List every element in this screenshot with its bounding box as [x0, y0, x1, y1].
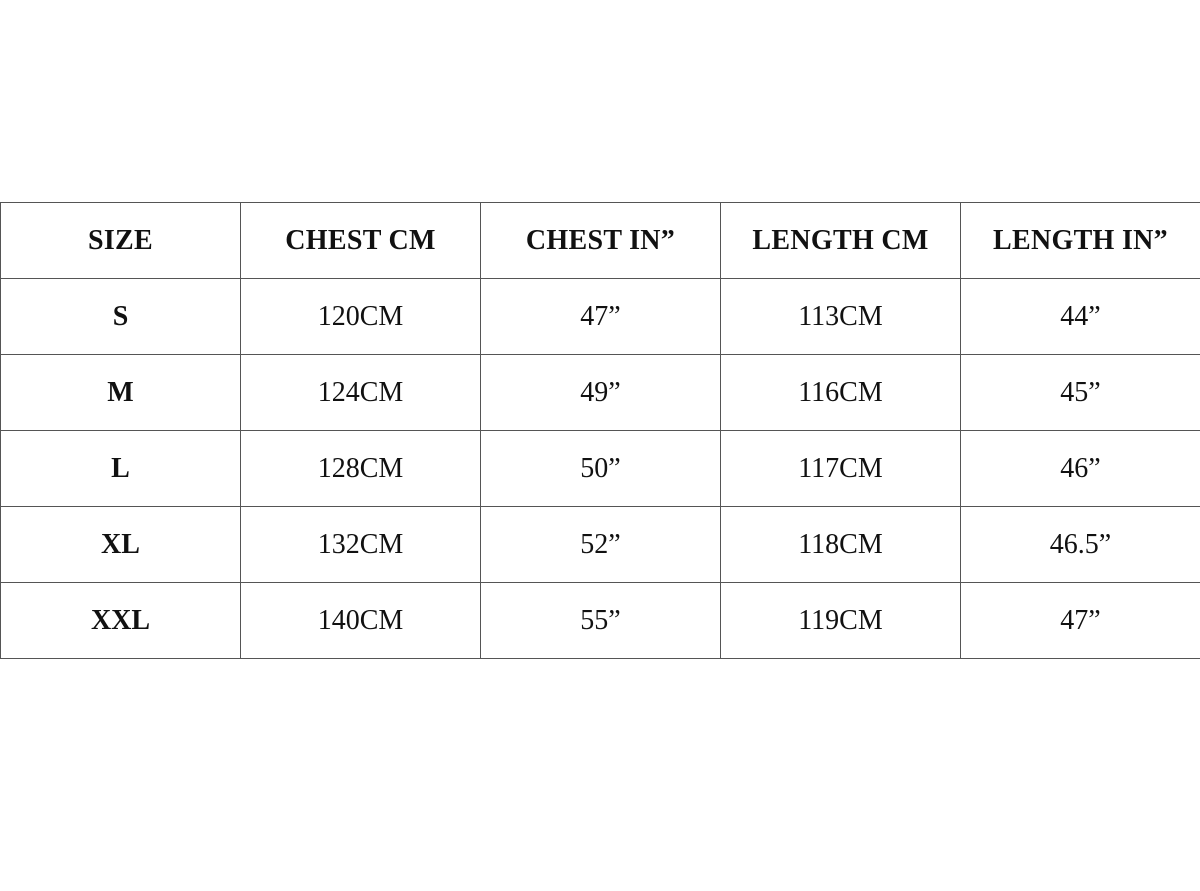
chest-cm-cell: 128CM [241, 431, 481, 507]
table-row [1, 583, 1200, 659]
header-size: SIZE [1, 203, 241, 279]
length-cm-cell: 117CM [721, 431, 961, 507]
size-cell: M [1, 355, 241, 431]
header-row [1, 203, 1200, 279]
chest-in-cell: 55” [481, 583, 721, 659]
length-cm-cell: 119CM [721, 583, 961, 659]
table-row [1, 355, 1200, 431]
length-cm-cell: 116CM [721, 355, 961, 431]
chest-in-cell: 50” [481, 431, 721, 507]
length-cm-cell: 118CM [721, 507, 961, 583]
length-in-cell: 47” [961, 583, 1200, 659]
length-in-cell: 46” [961, 431, 1200, 507]
chest-cm-cell: 120CM [241, 279, 481, 355]
size-cell: XL [1, 507, 241, 583]
table-row [1, 507, 1200, 583]
chest-in-cell: 47” [481, 279, 721, 355]
length-in-cell: 44” [961, 279, 1200, 355]
table-row [1, 279, 1200, 355]
size-cell: S [1, 279, 241, 355]
header-chest-cm: CHEST CM [241, 203, 481, 279]
header-chest-in: CHEST IN” [481, 203, 721, 279]
table-row [1, 431, 1200, 507]
chest-cm-cell: 132CM [241, 507, 481, 583]
length-in-cell: 46.5” [961, 507, 1200, 583]
header-length-in: LENGTH IN” [961, 203, 1200, 279]
length-cm-cell: 113CM [721, 279, 961, 355]
size-cell: XXL [1, 583, 241, 659]
chest-in-cell: 49” [481, 355, 721, 431]
chest-in-cell: 52” [481, 507, 721, 583]
chest-cm-cell: 140CM [241, 583, 481, 659]
header-length-cm: LENGTH CM [721, 203, 961, 279]
size-chart-table [0, 202, 1200, 659]
length-in-cell: 45” [961, 355, 1200, 431]
size-cell: L [1, 431, 241, 507]
chest-cm-cell: 124CM [241, 355, 481, 431]
